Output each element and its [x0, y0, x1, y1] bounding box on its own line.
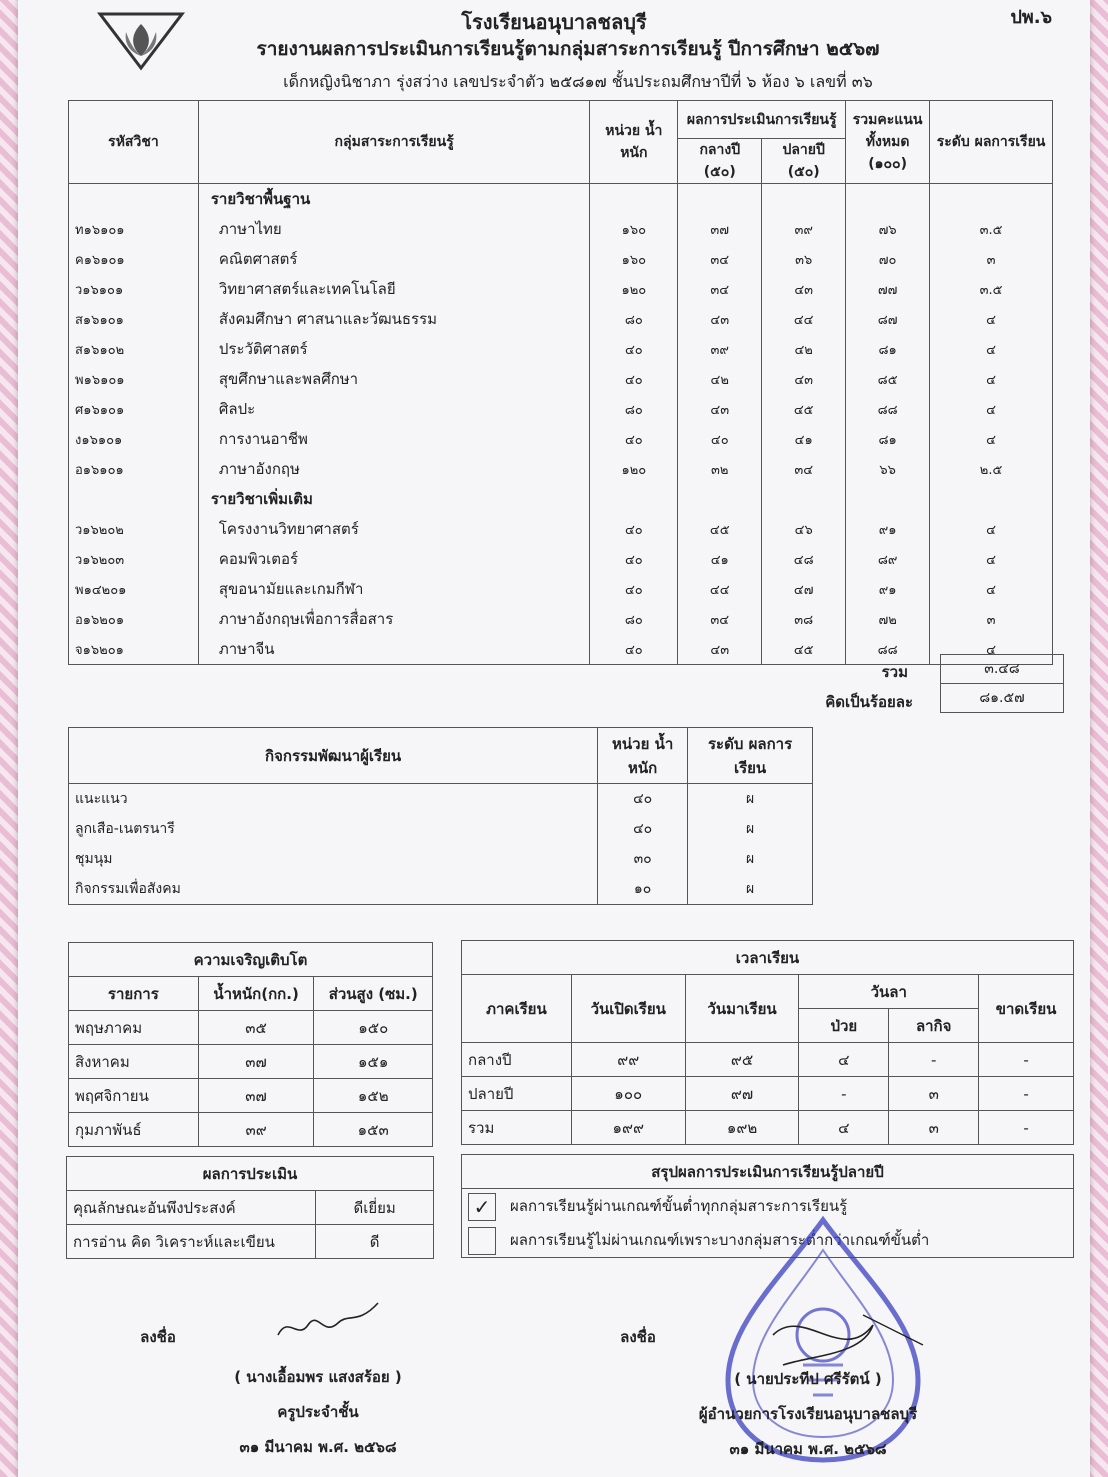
mid-score: ๓๒ — [678, 454, 762, 484]
growth-weight: ๓๗ — [198, 1045, 314, 1079]
mid-score: ๓๗ — [678, 214, 762, 244]
subject-code: ศ๑๖๑๐๑ — [69, 394, 199, 424]
growth-height: ๑๕๒ — [314, 1079, 433, 1113]
subject-weight: ๘๐ — [590, 394, 678, 424]
activity-level: ผ — [688, 784, 813, 815]
evaluation-row — [67, 1191, 434, 1225]
total-score: ๗๐ — [846, 244, 930, 274]
attendance-personal: - — [889, 1043, 979, 1077]
growth-weight-header: น้ำหนัก(กก.) — [198, 977, 314, 1011]
activity-row — [69, 844, 813, 874]
col-total-header: รวมคะแนน ทั้งหมด (๑๐๐) — [846, 101, 930, 184]
attendance-open: ๑๙๙ — [571, 1111, 685, 1145]
subject-weight: ๑๖๐ — [590, 244, 678, 274]
subject-row — [69, 514, 1053, 544]
activity-row — [69, 784, 813, 815]
end-score: ๔๗ — [762, 574, 846, 604]
subject-name: สุขศึกษาและพลศึกษา — [198, 364, 590, 394]
total-score: ๘๕ — [846, 364, 930, 394]
teacher-date: ๓๑ มีนาคม พ.ศ. ๒๕๖๘ — [239, 1438, 397, 1456]
mid-score: ๓๔ — [678, 274, 762, 304]
subject-weight: ๑๖๐ — [590, 214, 678, 244]
mid-score: ๔๔ — [678, 574, 762, 604]
grade-level: ๓ — [930, 244, 1053, 274]
total-score: ๘๑ — [846, 424, 930, 454]
activity-row — [69, 874, 813, 905]
student-info: เด็กหญิงนิชาภา รุ่งสว่าง เลขประจำตัว ๒๕๘๑๗ ชั้นประถมศึกษาปีที่ ๖ ห้อง ๖ เลขที่ ๓๖ — [283, 72, 873, 91]
activity-level: ผ — [688, 844, 813, 874]
percent-value: ๘๑.๕๗ — [941, 684, 1064, 713]
end-score: ๔๕ — [762, 394, 846, 424]
growth-row — [69, 1011, 433, 1045]
subject-code: ท๑๖๑๐๑ — [69, 214, 199, 244]
evaluation-row — [67, 1225, 434, 1259]
evaluation-title: ผลการประเมิน — [67, 1157, 434, 1191]
fail-text: ผลการเรียนรู้ไม่ผ่านเกณฑ์เพราะบางกลุ่มสาระต่ำกว่าเกณฑ์ขั้นต่ำ — [510, 1231, 930, 1249]
attendance-present: ๙๕ — [685, 1043, 799, 1077]
subject-code: อ๑๖๒๐๑ — [69, 604, 199, 634]
subject-weight: ๔๐ — [590, 514, 678, 544]
subject-weight: ๘๐ — [590, 304, 678, 334]
col-end-header: ปลายปี (๕๐) — [762, 139, 846, 184]
total-score: ๘๘ — [846, 634, 930, 665]
subject-row — [69, 424, 1053, 454]
subject-name: สังคมศึกษา ศาสนาและวัฒนธรรม — [198, 304, 590, 334]
activity-level: ผ — [688, 814, 813, 844]
director-name: ( นายประทีป ศรีรัตน์ ) — [734, 1370, 882, 1388]
sum-value: ๓.๔๘ — [941, 655, 1064, 684]
attendance-row — [462, 1077, 1074, 1111]
grade-level: ๓ — [930, 604, 1053, 634]
report-title: รายงานผลการประเมินการเรียนรู้ตามกลุ่มสาระการเรียนรู้ ปีการศึกษา ๒๕๖๗ — [256, 38, 880, 60]
mid-score: ๔๐ — [678, 424, 762, 454]
subject-name: คณิตศาสตร์ — [198, 244, 590, 274]
end-score: ๓๙ — [762, 214, 846, 244]
sick-header: ป่วย — [799, 1009, 889, 1043]
attendance-term: รวม — [462, 1111, 572, 1145]
attendance-sick: ๔ — [799, 1043, 889, 1077]
total-score: ๘๘ — [846, 394, 930, 424]
growth-item-header: รายการ — [69, 977, 199, 1011]
grade-level: ๓.๕ — [930, 274, 1053, 304]
director-date: ๓๑ มีนาคม พ.ศ. ๒๕๖๘ — [729, 1440, 887, 1458]
activity-name: ชุมนุม — [69, 844, 598, 874]
subject-row — [69, 364, 1053, 394]
activity-weight: ๓๐ — [598, 844, 688, 874]
teacher-name: ( นางเอื้อมพร แสงสร้อย ) — [234, 1368, 402, 1386]
activity-name: ลูกเสือ-เนตรนารี — [69, 814, 598, 844]
subject-weight: ๔๐ — [590, 544, 678, 574]
subject-name: ภาษาอังกฤษ — [198, 454, 590, 484]
fail-checkbox[interactable] — [468, 1227, 496, 1255]
subject-code: ว๑๖๒๐๒ — [69, 514, 199, 544]
end-score: ๔๔ — [762, 304, 846, 334]
total-score: ๖๖ — [846, 454, 930, 484]
attendance-term: ปลายปี — [462, 1077, 572, 1111]
personal-header: ลากิจ — [889, 1009, 979, 1043]
activity-level-header: ระดับ ผลการเรียน — [688, 728, 813, 784]
mid-score: ๓๔ — [678, 244, 762, 274]
subject-code: พ๑๔๒๐๑ — [69, 574, 199, 604]
subject-name: ประวัติศาสตร์ — [198, 334, 590, 364]
teacher-role: ครูประจำชั้น — [277, 1403, 359, 1421]
subject-name: ศิลปะ — [198, 394, 590, 424]
subject-weight: ๑๒๐ — [590, 274, 678, 304]
growth-weight: ๓๙ — [198, 1113, 314, 1147]
subject-weight: ๔๐ — [590, 334, 678, 364]
attendance-sick: - — [799, 1077, 889, 1111]
pass-text: ผลการเรียนรู้ผ่านเกณฑ์ขั้นต่ำทุกกลุ่มสาระการเรียนรู้ — [510, 1197, 848, 1215]
subject-name: วิทยาศาสตร์และเทคโนโลยี — [198, 274, 590, 304]
grades-table — [68, 100, 1053, 665]
mid-score: ๔๓ — [678, 394, 762, 424]
grade-level: ๔ — [930, 634, 1053, 665]
end-score: ๓๖ — [762, 244, 846, 274]
total-score: ๙๑ — [846, 514, 930, 544]
attendance-personal: ๓ — [889, 1111, 979, 1145]
open-header: วันเปิดเรียน — [571, 975, 685, 1043]
activity-weight: ๔๐ — [598, 814, 688, 844]
total-score: ๘๗ — [846, 304, 930, 334]
grade-level: ๔ — [930, 574, 1053, 604]
end-score: ๔๘ — [762, 544, 846, 574]
evaluation-result: ดี — [316, 1225, 434, 1259]
attendance-row — [462, 1043, 1074, 1077]
mid-score: ๔๓ — [678, 634, 762, 665]
subject-name: คอมพิวเตอร์ — [198, 544, 590, 574]
director-sign-label: ลงชื่อ — [620, 1328, 656, 1346]
grade-level: ๔ — [930, 394, 1053, 424]
grade-level: ๔ — [930, 334, 1053, 364]
subject-name: การงานอาชีพ — [198, 424, 590, 454]
subject-row — [69, 274, 1053, 304]
end-score: ๔๖ — [762, 514, 846, 544]
growth-row — [69, 1045, 433, 1079]
grade-level: ๔ — [930, 364, 1053, 394]
subject-row — [69, 604, 1053, 634]
subject-code: พ๑๖๑๐๑ — [69, 364, 199, 394]
absent-header: ขาดเรียน — [979, 975, 1074, 1043]
subject-weight: ๔๐ — [590, 424, 678, 454]
subject-name: ภาษาอังกฤษเพื่อการสื่อสาร — [198, 604, 590, 634]
attendance-term: กลางปี — [462, 1043, 572, 1077]
mid-score: ๔๒ — [678, 364, 762, 394]
document-code: ปพ.๖ — [1010, 7, 1052, 28]
subject-weight: ๔๐ — [590, 364, 678, 394]
basic-subjects — [69, 214, 1053, 484]
end-score: ๔๕ — [762, 634, 846, 665]
growth-height: ๑๕๓ — [314, 1113, 433, 1147]
subject-code: ส๑๖๑๐๑ — [69, 304, 199, 334]
extra-subjects — [69, 514, 1053, 665]
growth-height: ๑๕๐ — [314, 1011, 433, 1045]
total-score: ๘๙ — [846, 544, 930, 574]
col-level-header: ระดับ ผลการเรียน — [930, 101, 1053, 184]
total-score: ๗๗ — [846, 274, 930, 304]
school-name: โรงเรียนอนุบาลชลบุรี — [461, 10, 647, 34]
activities-table — [68, 727, 813, 905]
subject-row — [69, 334, 1053, 364]
mid-score: ๔๓ — [678, 304, 762, 334]
teacher-signature — [268, 1295, 388, 1355]
attendance-sick: ๔ — [799, 1111, 889, 1145]
subject-weight: ๘๐ — [590, 604, 678, 634]
col-assess-header: ผลการประเมินการเรียนรู้ — [678, 101, 846, 139]
end-score: ๓๘ — [762, 604, 846, 634]
mid-score: ๔๕ — [678, 514, 762, 544]
subject-row — [69, 244, 1053, 274]
report-paper — [18, 0, 1090, 1477]
growth-month: สิงหาคม — [69, 1045, 199, 1079]
activity-weight-header: หน่วย น้ำหนัก — [598, 728, 688, 784]
subject-name: สุขอนามัยและเกมกีฬา — [198, 574, 590, 604]
group-basic-label: รายวิชาพื้นฐาน — [198, 184, 590, 215]
activity-level: ผ — [688, 874, 813, 905]
attendance-absent: - — [979, 1077, 1074, 1111]
growth-row — [69, 1113, 433, 1147]
end-score: ๔๑ — [762, 424, 846, 454]
col-code-header: รหัสวิชา — [69, 101, 199, 184]
subject-code: ว๑๖๑๐๑ — [69, 274, 199, 304]
present-header: วันมาเรียน — [685, 975, 799, 1043]
evaluation-item: คุณลักษณะอันพึงประสงค์ — [67, 1191, 316, 1225]
attendance-present: ๑๙๒ — [685, 1111, 799, 1145]
term-header: ภาคเรียน — [462, 975, 572, 1043]
growth-month: กุมภาพันธ์ — [69, 1113, 199, 1147]
growth-height-header: ส่วนสูง (ซม.) — [314, 977, 433, 1011]
col-subject-header: กลุ่มสาระการเรียนรู้ — [198, 101, 590, 184]
subject-row — [69, 574, 1053, 604]
teacher-sign-label: ลงชื่อ — [140, 1328, 176, 1346]
subject-name: ภาษาไทย — [198, 214, 590, 244]
end-score: ๔๓ — [762, 274, 846, 304]
growth-table — [68, 942, 433, 1147]
director-role: ผู้อำนวยการโรงเรียนอนุบาลชลบุรี — [698, 1405, 918, 1423]
col-mid-header: กลางปี (๕๐) — [678, 139, 762, 184]
subject-row — [69, 304, 1053, 334]
growth-row — [69, 1079, 433, 1113]
summary-box — [940, 654, 1064, 713]
grade-level: ๓.๕ — [930, 214, 1053, 244]
col-weight-header: หน่วย น้ำหนัก — [590, 101, 678, 184]
pass-checkbox[interactable]: ✓ — [468, 1193, 496, 1221]
end-score: ๓๔ — [762, 454, 846, 484]
growth-height: ๑๕๑ — [314, 1045, 433, 1079]
growth-month: พฤษภาคม — [69, 1011, 199, 1045]
subject-code: อ๑๖๑๐๑ — [69, 454, 199, 484]
attendance-present: ๙๗ — [685, 1077, 799, 1111]
subject-row — [69, 454, 1053, 484]
end-score: ๔๒ — [762, 334, 846, 364]
total-score: ๙๑ — [846, 574, 930, 604]
year-summary-title: สรุปผลการประเมินการเรียนรู้ปลายปี — [462, 1155, 1074, 1189]
grade-level: ๔ — [930, 514, 1053, 544]
attendance-open: ๑๐๐ — [571, 1077, 685, 1111]
growth-weight: ๓๗ — [198, 1079, 314, 1113]
evaluation-item: การอ่าน คิด วิเคราะห์และเขียน — [67, 1225, 316, 1259]
growth-title: ความเจริญเติบโต — [69, 943, 433, 977]
end-score: ๔๓ — [762, 364, 846, 394]
subject-code: ง๑๖๑๐๑ — [69, 424, 199, 454]
subject-weight: ๔๐ — [590, 574, 678, 604]
grade-level: ๔ — [930, 544, 1053, 574]
total-score: ๗๖ — [846, 214, 930, 244]
subject-row — [69, 394, 1053, 424]
activity-row — [69, 814, 813, 844]
sum-label: รวม — [881, 663, 908, 681]
group-extra-label: รายวิชาเพิ่มเติม — [198, 484, 590, 514]
subject-code: ว๑๖๒๐๓ — [69, 544, 199, 574]
subject-code: ส๑๖๑๐๒ — [69, 334, 199, 364]
subject-row — [69, 544, 1053, 574]
grade-level: ๔ — [930, 424, 1053, 454]
growth-weight: ๓๕ — [198, 1011, 314, 1045]
mid-score: ๓๔ — [678, 604, 762, 634]
subject-weight: ๑๒๐ — [590, 454, 678, 484]
subject-weight: ๔๐ — [590, 634, 678, 665]
subject-name: ภาษาจีน — [198, 634, 590, 665]
mid-score: ๔๑ — [678, 544, 762, 574]
attendance-table — [461, 940, 1074, 1145]
grade-level: ๒.๕ — [930, 454, 1053, 484]
grade-level: ๔ — [930, 304, 1053, 334]
activity-weight: ๑๐ — [598, 874, 688, 905]
percent-label: คิดเป็นร้อยละ — [825, 693, 913, 711]
attendance-personal: ๓ — [889, 1077, 979, 1111]
attendance-row — [462, 1111, 1074, 1145]
attendance-title: เวลาเรียน — [462, 941, 1074, 975]
attendance-absent: - — [979, 1043, 1074, 1077]
activity-header: กิจกรรมพัฒนาผู้เรียน — [69, 728, 598, 784]
total-score: ๗๒ — [846, 604, 930, 634]
total-score: ๘๑ — [846, 334, 930, 364]
mid-score: ๓๙ — [678, 334, 762, 364]
subject-row — [69, 214, 1053, 244]
activity-weight: ๔๐ — [598, 784, 688, 815]
activity-name: แนะแนว — [69, 784, 598, 815]
subject-code: จ๑๖๒๐๑ — [69, 634, 199, 665]
attendance-open: ๙๙ — [571, 1043, 685, 1077]
leave-header: วันลา — [799, 975, 979, 1009]
evaluation-table — [66, 1156, 434, 1259]
subject-code: ค๑๖๑๐๑ — [69, 244, 199, 274]
school-stamp — [713, 1215, 933, 1465]
activity-name: กิจกรรมเพื่อสังคม — [69, 874, 598, 905]
growth-month: พฤศจิกายน — [69, 1079, 199, 1113]
subject-name: โครงงานวิทยาศาสตร์ — [198, 514, 590, 544]
evaluation-result: ดีเยี่ยม — [316, 1191, 434, 1225]
attendance-absent: - — [979, 1111, 1074, 1145]
